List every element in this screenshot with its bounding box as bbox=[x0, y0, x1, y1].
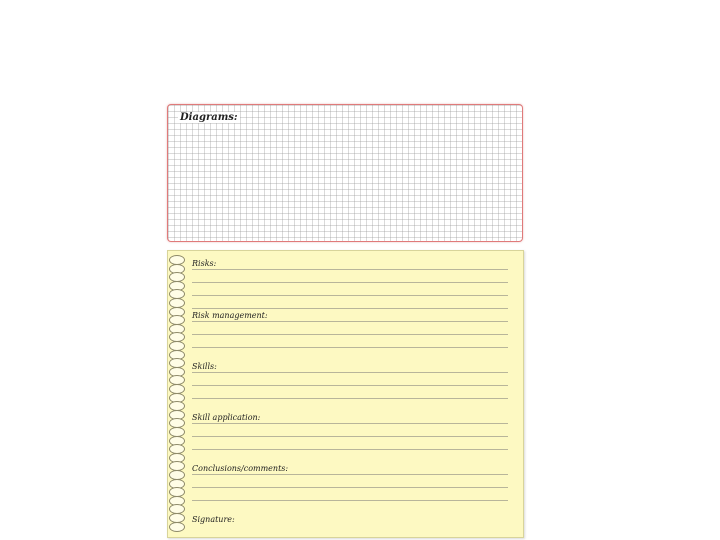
writing-line bbox=[192, 385, 508, 386]
writing-line bbox=[192, 449, 508, 450]
writing-line bbox=[192, 347, 508, 348]
section-label: Conclusions/comments: bbox=[192, 464, 289, 473]
section-label: Risks: bbox=[192, 259, 217, 268]
writing-line bbox=[192, 372, 508, 373]
section-label: Skills: bbox=[192, 362, 217, 371]
writing-line bbox=[192, 269, 508, 270]
writing-line bbox=[192, 308, 508, 309]
diagram-label: Diagrams: bbox=[180, 112, 238, 123]
diagram-grid-panel bbox=[167, 104, 523, 242]
writing-line bbox=[192, 334, 508, 335]
writing-line bbox=[192, 282, 508, 283]
section-label: Skill application: bbox=[192, 413, 261, 422]
writing-line bbox=[192, 487, 508, 488]
spiral-binding bbox=[168, 255, 188, 535]
notes-panel bbox=[167, 250, 524, 538]
writing-line bbox=[192, 500, 508, 501]
writing-line bbox=[192, 295, 508, 296]
writing-line bbox=[192, 436, 508, 437]
writing-line bbox=[192, 474, 508, 475]
writing-line bbox=[192, 398, 508, 399]
section-label: Signature: bbox=[192, 515, 235, 524]
section-label: Risk management: bbox=[192, 311, 268, 320]
spiral-ring bbox=[169, 522, 185, 532]
writing-line bbox=[192, 423, 508, 424]
writing-line bbox=[192, 321, 508, 322]
